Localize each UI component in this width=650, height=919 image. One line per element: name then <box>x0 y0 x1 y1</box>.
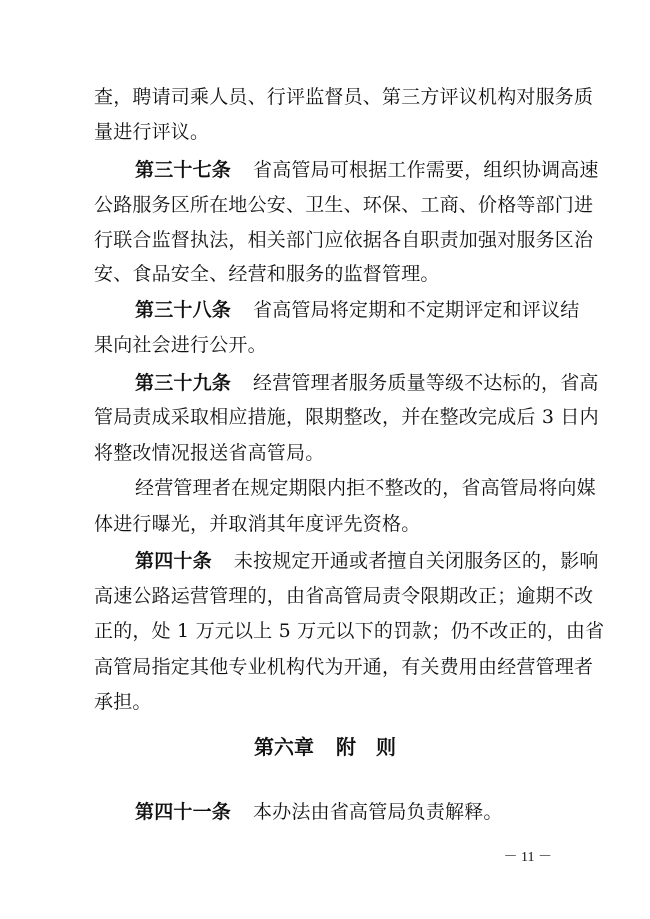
article-40-label: 第四十条 <box>135 550 212 572</box>
paragraph-line: 管局责成采取相应措施，限期整改，并在整改完成后 3 日内 <box>94 406 599 428</box>
paragraph-line: 高速公路运营管理的，由省高管局责令限期改正；逾期不改 <box>94 585 594 607</box>
paragraph-line: 承担。 <box>94 691 152 713</box>
paragraph-line: 查，聘请司乘人员、行评监督员、第三方评议机构对服务质 <box>94 86 594 108</box>
paragraph-line: 量进行评议。 <box>94 121 210 143</box>
article-41-text: 本办法由省高管局负责解释。 <box>253 801 503 823</box>
paragraph-line: 行联合监督执法，相关部门应依据各自职责加强对服务区治 <box>94 229 594 251</box>
paragraph-line: 体进行曝光，并取消其年度评先资格。 <box>94 513 421 535</box>
page-number: － 11 － <box>503 850 552 865</box>
paragraph-line: 安、食品安全、经营和服务的监督管理。 <box>94 263 440 285</box>
article-39-first-line <box>135 371 599 395</box>
article-40-text: 未按规定开通或者擅自关闭服务区的，影响 <box>233 550 599 572</box>
article-40-first-line <box>135 549 599 573</box>
article-38-text: 省高管局将定期和不定期评定和评议结 <box>253 299 580 321</box>
paragraph-line: 将整改情况报送省高管局。 <box>94 442 325 464</box>
paragraph-line: 高管局指定其他专业机构代为开通，有关费用由经营管理者 <box>94 656 594 678</box>
article-41-label: 第四十一条 <box>135 801 232 823</box>
article-37-text: 省高管局可根据工作需要，组织协调高速 <box>253 159 599 181</box>
article-39-label: 第三十九条 <box>135 372 232 394</box>
paragraph-line: 正的，处 1 万元以上 5 万元以下的罚款；仍不改正的，由省 <box>94 620 605 642</box>
paragraph-line: 公路服务区所在地公安、卫生、环保、工商、价格等部门进 <box>94 194 594 216</box>
article-41-first-line <box>135 800 503 824</box>
chapter-number: 第六章 <box>254 735 314 759</box>
article-37-label: 第三十七条 <box>135 159 232 181</box>
article-37-first-line <box>135 158 599 182</box>
paragraph-line: 果向社会进行公开。 <box>94 334 267 356</box>
chapter-heading <box>0 734 650 760</box>
article-39-text: 经营管理者服务质量等级不达标的，省高 <box>253 372 599 394</box>
article-38-label: 第三十八条 <box>135 299 232 321</box>
article-38-first-line <box>135 298 579 322</box>
paragraph-line: 经营管理者在规定期限内拒不整改的，省高管局将向媒 <box>135 477 596 499</box>
chapter-title: 附 则 <box>336 735 396 759</box>
